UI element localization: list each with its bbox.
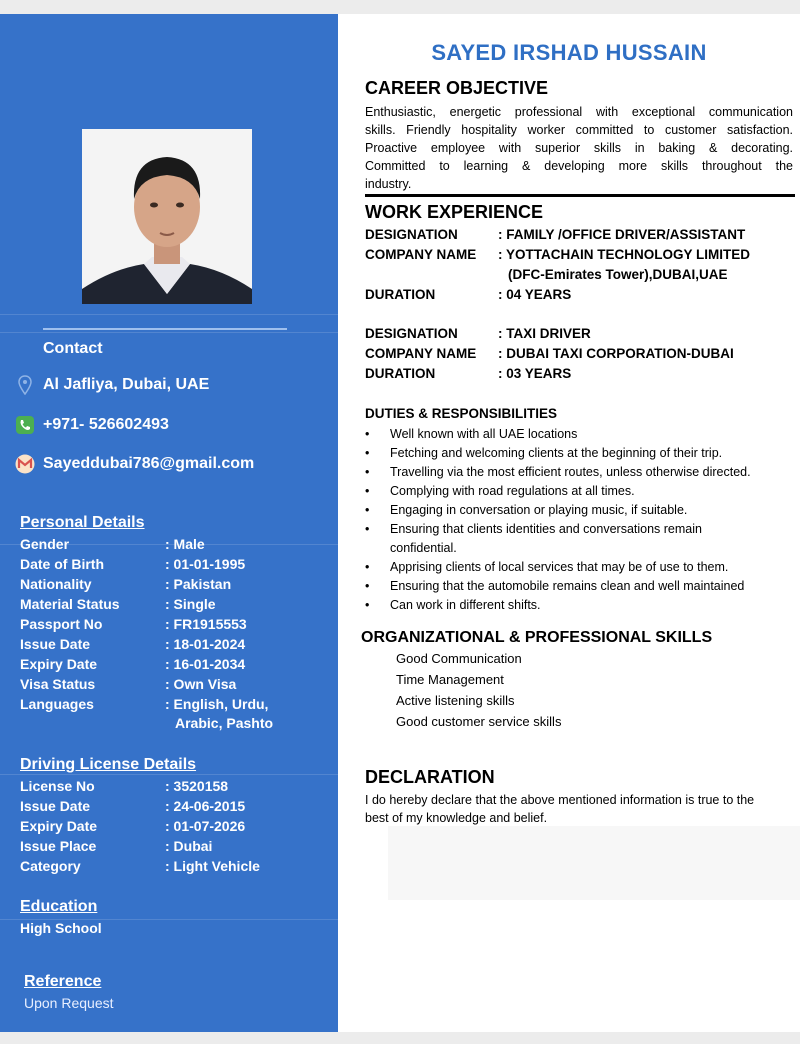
declaration-line-2: best of my knowledge and belief. [365, 811, 548, 825]
duty-item-continued [365, 539, 795, 558]
skill-item: Active listening skills [396, 693, 515, 708]
profile-photo [82, 129, 252, 304]
duty-item [365, 577, 795, 596]
bullet-icon: • [365, 503, 370, 517]
label: Issue Date [20, 636, 91, 652]
duties-title: DUTIES & RESPONSIBILITIES [365, 406, 558, 421]
career-objective-line: Committed to learning & developing more skills throughout the [365, 159, 793, 173]
section-rule [365, 194, 795, 197]
value: : 3520158 [165, 778, 229, 794]
value: : 16-01-2034 [165, 656, 246, 672]
label: Gender [20, 536, 70, 552]
value: : FAMILY /OFFICE DRIVER/ASSISTANT [498, 227, 746, 242]
value: : Light Vehicle [165, 858, 260, 874]
education-title: Education [20, 898, 98, 915]
label: Issue Date [20, 798, 91, 814]
reference-value: Upon Request [24, 995, 114, 1011]
duty-item [365, 444, 795, 463]
job1-designation [365, 227, 746, 242]
shaded-area [388, 826, 800, 900]
bullet-icon: • [365, 579, 370, 593]
label: Date of Birth [20, 556, 104, 572]
duty-item [365, 425, 795, 444]
skill-item: Good Communication [396, 651, 522, 666]
label: COMPANY NAME [365, 247, 477, 262]
value: : TAXI DRIVER [498, 326, 591, 341]
bullet-icon: • [365, 427, 370, 441]
label: Passport No [20, 616, 103, 632]
value: : Single [165, 596, 216, 612]
label: Visa Status [20, 676, 96, 692]
duty-text: Complying with road regulations at all times. [390, 484, 635, 498]
job2-duration [365, 366, 572, 381]
job1-duration [365, 287, 572, 302]
career-objective-line: Enthusiastic, energetic professional with exceptional communication [365, 105, 793, 119]
job1-company-cont: (DFC-Emirates Tower),DUBAI,UAE [508, 267, 728, 282]
bullet-icon: • [365, 446, 370, 460]
duty-item [365, 558, 795, 577]
contact-location [14, 374, 209, 396]
duty-text: confidential. [390, 541, 457, 555]
faint-line [0, 314, 338, 315]
contact-email[interactable] [14, 453, 254, 475]
label: License No [20, 778, 95, 794]
contact-phone[interactable] [14, 414, 169, 436]
location-text: Al Jafliya, Dubai, UAE [43, 376, 210, 393]
faint-line [0, 332, 338, 333]
personal-row [20, 536, 205, 552]
career-objective-line: industry. [365, 177, 412, 191]
value: : DUBAI TAXI CORPORATION-DUBAI [498, 346, 734, 361]
job2-designation [365, 326, 591, 341]
label: Material Status [20, 596, 120, 612]
label: Issue Place [20, 838, 97, 854]
education-value: High School [20, 920, 102, 936]
phone-icon [14, 414, 36, 436]
personal-row [20, 636, 246, 652]
label: Nationality [20, 576, 92, 592]
duty-item [365, 501, 795, 520]
email-text: Sayeddubai786@gmail.com [43, 455, 255, 472]
license-row [20, 798, 246, 814]
skills-title: ORGANIZATIONAL & PROFESSIONAL SKILLS [361, 629, 713, 646]
value: : Male [165, 536, 205, 552]
job2-company [365, 346, 734, 361]
license-row [20, 818, 246, 834]
skill-item: Good customer service skills [396, 714, 562, 729]
languages-continued: Arabic, Pashto [175, 715, 274, 731]
value: : 01-01-1995 [165, 556, 246, 572]
duty-text: Well known with all UAE locations [390, 427, 578, 441]
duty-text: Apprising clients of local services that may be of use to them. [390, 560, 729, 574]
faint-line [0, 774, 338, 775]
personal-details-title: Personal Details [20, 514, 145, 531]
reference-title: Reference [24, 973, 102, 990]
label: DESIGNATION [365, 227, 458, 242]
personal-row [20, 596, 216, 612]
personal-row [20, 616, 247, 632]
bullet-icon: • [365, 484, 370, 498]
value: : Pakistan [165, 576, 232, 592]
driving-license-title: Driving License Details [20, 756, 197, 773]
duty-item [365, 520, 795, 539]
duty-item [365, 482, 795, 501]
label: COMPANY NAME [365, 346, 477, 361]
duty-text: Can work in different shifts. [390, 598, 541, 612]
value: : English, Urdu, [165, 696, 269, 712]
duty-text: Ensuring that clients identities and conversations remain [390, 522, 702, 536]
sidebar [0, 14, 338, 1032]
personal-row [20, 656, 246, 672]
label: Expiry Date [20, 818, 98, 834]
skill-item: Time Management [396, 672, 504, 687]
value: : YOTTACHAIN TECHNOLOGY LIMITED [498, 247, 750, 262]
duty-text: Ensuring that the automobile remains clean and well maintained [390, 579, 745, 593]
bullet-icon: • [365, 465, 370, 479]
declaration-line-1: I do hereby declare that the above mentioned information is true to the [365, 793, 755, 807]
career-objective-line: skills. Friendly hospitality worker committed to customer satisfaction. [365, 123, 793, 137]
value: : 04 YEARS [498, 287, 572, 302]
candidate-name: SAYED IRSHAD HUSSAIN [431, 40, 707, 65]
label: DESIGNATION [365, 326, 458, 341]
label: Languages [20, 696, 94, 712]
personal-row [20, 576, 232, 592]
value: : Own Visa [165, 676, 237, 692]
personal-row [20, 676, 237, 692]
career-objective-line: Proactive employee with superior skills in baking & decorating. [365, 141, 793, 155]
job1-company [365, 247, 750, 262]
value: : 18-01-2024 [165, 636, 246, 652]
license-row [20, 858, 260, 874]
label: DURATION [365, 366, 436, 381]
phone-text: +971- 526602493 [43, 416, 169, 433]
value: : 01-07-2026 [165, 818, 246, 834]
personal-row [20, 556, 246, 572]
declaration-title: DECLARATION [365, 767, 495, 787]
bullet-icon: • [365, 522, 370, 536]
value: : 03 YEARS [498, 366, 572, 381]
label: Expiry Date [20, 656, 98, 672]
email-icon [14, 453, 36, 475]
bullet-icon: • [365, 598, 370, 612]
duty-text: Travelling via the most efficient routes, unless otherwise directed. [390, 465, 751, 479]
duty-text: Fetching and welcoming clients at the beginning of their trip. [390, 446, 723, 460]
contact-title: Contact [43, 340, 103, 357]
personal-row [20, 696, 269, 712]
license-row [20, 838, 213, 854]
work-experience-title: WORK EXPERIENCE [365, 202, 544, 222]
duty-item [365, 463, 795, 482]
label: DURATION [365, 287, 436, 302]
value: : 24-06-2015 [165, 798, 246, 814]
career-objective-title: CAREER OBJECTIVE [365, 78, 549, 98]
location-pin-icon [14, 374, 36, 396]
duty-item [365, 596, 795, 615]
main-content [338, 14, 800, 1032]
label: Category [20, 858, 81, 874]
bullet-icon: • [365, 560, 370, 574]
contact-divider [43, 328, 287, 330]
duty-text: Engaging in conversation or playing music, if suitable. [390, 503, 688, 517]
license-row [20, 778, 229, 794]
value: : FR1915553 [165, 616, 247, 632]
value: : Dubai [165, 838, 213, 854]
